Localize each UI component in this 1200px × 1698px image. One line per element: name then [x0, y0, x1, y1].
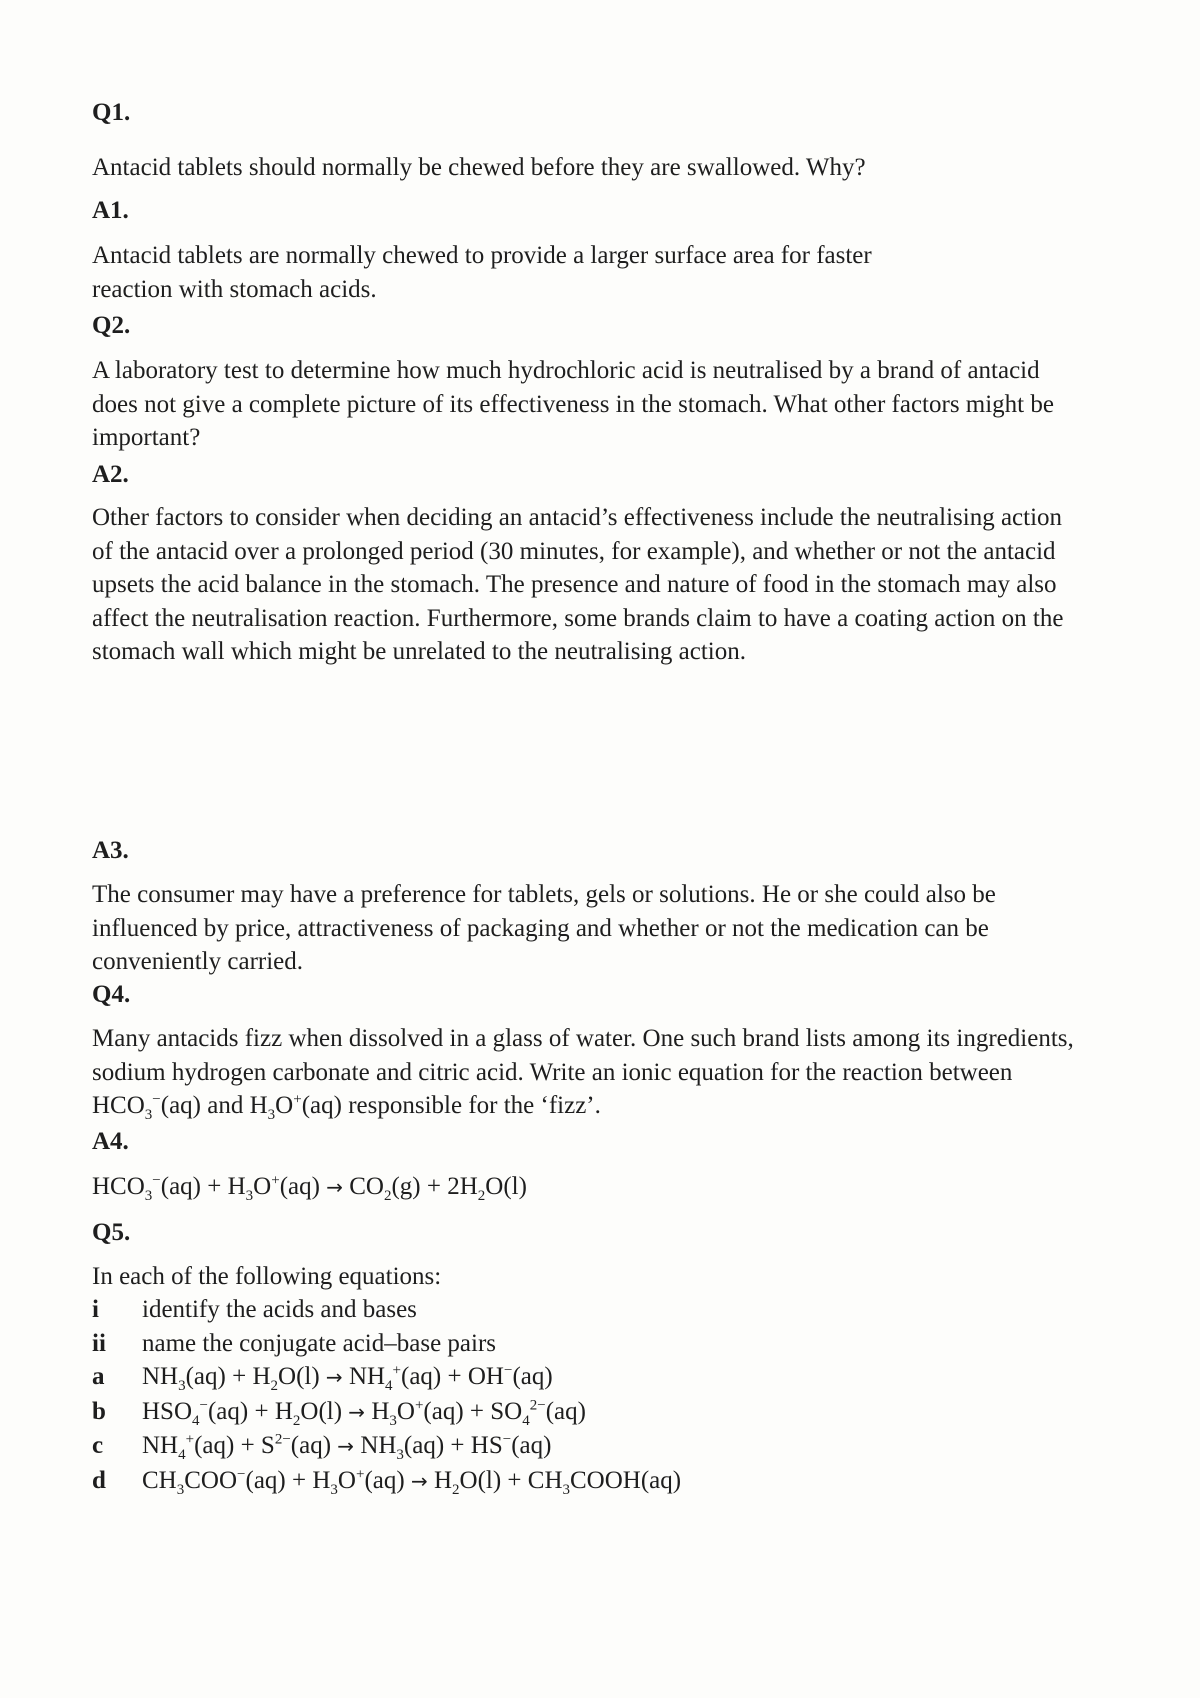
- answer-1-text: Antacid tablets are normally chewed to provide a larger surface area for faster reaction with stomach acids.: [92, 242, 872, 303]
- answer-3-label: A3.: [92, 837, 129, 864]
- answer-3-text: The consumer may have a preference for tablets, gels or solutions. He or she could also be influenced by price, attractiveness of packaging and whether or not the medication can be conveniently carried.: [92, 881, 996, 975]
- list-item: [92, 1395, 1082, 1430]
- list-marker: d: [92, 1466, 106, 1494]
- question-2-label: Q2.: [92, 312, 131, 339]
- list-marker: c: [92, 1432, 104, 1459]
- answer-1-label: A1.: [92, 197, 129, 224]
- list-item: [92, 1464, 1082, 1499]
- equation-b: $HSO_4^-(aq) + H_2O(l) \to H_3O^+(aq) + SO_4^{2-}(aq)$: [142, 1397, 586, 1429]
- bicarbonate-ion-formula: $HCO_3^-(aq)$ and $H_3O^+(aq)$: [92, 1091, 342, 1123]
- equation-d: $CH_3COO^-(aq) + H_3O^+(aq) \to H_2O(l)$ + $CH_3COOH(aq)$: [142, 1466, 682, 1498]
- question-4-label: Q4.: [92, 981, 131, 1008]
- answer-2-label: A2.: [92, 461, 129, 488]
- list-marker: a: [92, 1363, 105, 1390]
- question-4-text-before: Many antacids fizz when dissolved in a glass of water. One such brand lists among its ingredients, sodium hydrogen carbonate and citric acid. Write an ionic equation for the reaction between: [92, 1025, 1074, 1086]
- answer-2-text: Other factors to consider when deciding an antacid’s effectiveness include the neutralising action of the antacid over a prolonged period (30 minutes, for example), and whether or not the antacid upsets the acid balance in the stomach. The presence and nature of food in the stomach may also affect the neutralisation reaction. Furthermore, some brands claim to have a coating action on the stomach wall which might be unrelated to the neutralising action.: [92, 504, 1064, 665]
- list-item: [92, 1327, 1082, 1361]
- equation-a: $NH_3(aq) + H_2O(l) \to NH_4^+(aq) + OH^-(aq)$: [142, 1362, 553, 1394]
- question-1-label: Q1.: [92, 99, 131, 126]
- question-1-text: Antacid tablets should normally be chewed before they are swallowed. Why?: [92, 154, 866, 181]
- list-marker: ii: [92, 1329, 106, 1357]
- equation-c: $NH_4^+(aq) + S^{2-}(aq) \to NH_3(aq) + HS^-(aq)$: [142, 1431, 552, 1463]
- list-marker: i: [92, 1296, 99, 1323]
- list-item: [92, 1293, 1082, 1327]
- answer-4-equation: $HCO_3^-(aq) + H_3O^+(aq) \to CO_2(g) + 2H_2O(l)$: [92, 1172, 527, 1204]
- answer-4-label: A4.: [92, 1128, 129, 1155]
- question-2-text: A laboratory test to determine how much hydrochloric acid is neutralised by a brand of antacid does not give a complete picture of its effectiveness in the stomach. What other factors might be important?: [92, 357, 1054, 451]
- list-text: name the conjugate acid–base pairs: [142, 1329, 497, 1357]
- question-4-text: [92, 1022, 1082, 1123]
- question-5-intro: In each of the following equations:: [92, 1263, 442, 1290]
- question-5-label: Q5.: [92, 1219, 131, 1246]
- question-5-list: [92, 1293, 1082, 1498]
- list-marker: b: [92, 1397, 106, 1425]
- list-text: identify the acids and bases: [142, 1296, 417, 1323]
- question-4-text-after: responsible for the ‘fizz’.: [341, 1092, 601, 1119]
- list-item: [92, 1360, 1082, 1395]
- list-item: [92, 1429, 1082, 1464]
